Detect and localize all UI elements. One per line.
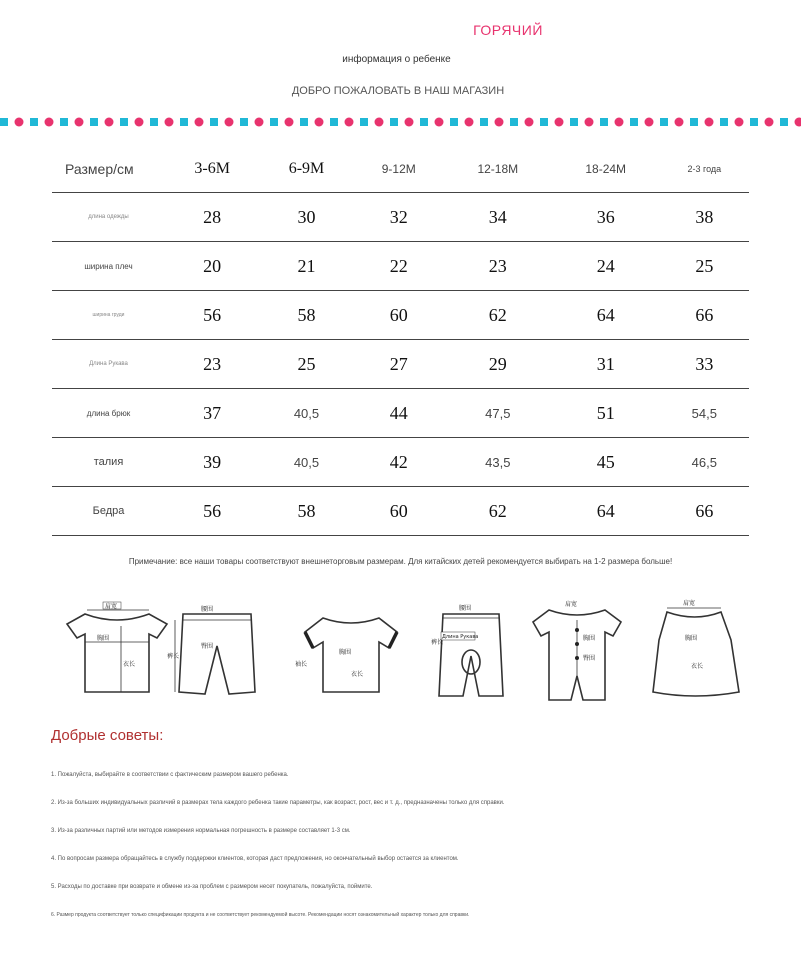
row-label: длина брюк bbox=[52, 389, 165, 438]
divider-dot bbox=[15, 118, 24, 127]
divider-square bbox=[450, 118, 458, 126]
table-cell: 29 bbox=[444, 340, 552, 389]
divider-square bbox=[750, 118, 758, 126]
length-label: 衣长 bbox=[351, 671, 364, 678]
divider-dot bbox=[615, 118, 624, 127]
table-cell: 23 bbox=[444, 242, 552, 291]
divider-dot bbox=[165, 118, 174, 127]
divider-square bbox=[30, 118, 38, 126]
divider-dot bbox=[675, 118, 684, 127]
table-cell: 46,5 bbox=[660, 438, 749, 487]
divider-square bbox=[630, 118, 638, 126]
divider-square bbox=[390, 118, 398, 126]
table-cell: 60 bbox=[354, 291, 444, 340]
row-label: Длина Рукава bbox=[52, 340, 165, 389]
table-row bbox=[52, 487, 749, 536]
table-cell: 56 bbox=[165, 291, 259, 340]
divider-dot bbox=[525, 118, 534, 127]
divider-dot bbox=[135, 118, 144, 127]
table-cell: 25 bbox=[259, 340, 353, 389]
size-note: Примечание: все наши товары соответствуют внешнеторговым размерам. Для китайских детей рекомендуется выбирать на 1-2 размера больше! bbox=[128, 557, 673, 566]
divider-square bbox=[570, 118, 578, 126]
table-cell: 64 bbox=[552, 487, 660, 536]
divider-square bbox=[270, 118, 278, 126]
divider-square bbox=[720, 118, 728, 126]
table-cell: 38 bbox=[660, 193, 749, 242]
shoulder-label: 肩宽 bbox=[105, 603, 118, 610]
divider-square bbox=[360, 118, 368, 126]
table-cell: 20 bbox=[165, 242, 259, 291]
table-cell: 43,5 bbox=[444, 438, 552, 487]
column-header: 9-12M bbox=[354, 145, 444, 193]
divider-square bbox=[600, 118, 608, 126]
table-cell: 32 bbox=[354, 193, 444, 242]
shoulder-label: 肩宽 bbox=[565, 601, 578, 608]
divider-square bbox=[330, 118, 338, 126]
table-cell: 23 bbox=[165, 340, 259, 389]
sleeve-label: 袖长 bbox=[295, 661, 308, 668]
table-cell: 24 bbox=[552, 242, 660, 291]
table-cell: 36 bbox=[552, 193, 660, 242]
divider-dot bbox=[405, 118, 414, 127]
raglan-tee-diagram bbox=[295, 618, 397, 692]
chest-label: 胸围 bbox=[685, 635, 698, 642]
table-cell: 30 bbox=[259, 193, 353, 242]
divider-dot bbox=[225, 118, 234, 127]
row-label: ширина плеч bbox=[52, 242, 165, 291]
waist-label: 腰围 bbox=[459, 605, 472, 612]
table-cell: 45 bbox=[552, 438, 660, 487]
table-cell: 54,5 bbox=[660, 389, 749, 438]
column-header: 3-6M bbox=[165, 145, 259, 193]
table-cell: 64 bbox=[552, 291, 660, 340]
sleeve-length-label: Длина Рукава bbox=[442, 634, 479, 640]
tip-item: 6. Размер продукта соответствует только спецификации продукта и не соответствует рекомендуемой высоте. Рекомендации носят ознакомительный характер только для справки. bbox=[51, 912, 470, 918]
divider-square bbox=[660, 118, 668, 126]
length-label: 衣长 bbox=[123, 661, 136, 668]
chest-label: 胸围 bbox=[97, 635, 110, 642]
table-cell: 60 bbox=[354, 487, 444, 536]
welcome-text: ДОБРО ПОЖАЛОВАТЬ В НАШ МАГАЗИН bbox=[291, 85, 505, 97]
table-cell: 37 bbox=[165, 389, 259, 438]
divider-dot bbox=[585, 118, 594, 127]
divider-dot bbox=[315, 118, 324, 127]
divider-dot bbox=[465, 118, 474, 127]
row-label: талия bbox=[52, 438, 165, 487]
divider-square bbox=[510, 118, 518, 126]
child-info-heading: информация о ребенке bbox=[342, 54, 451, 65]
size-header-label: Размер/см bbox=[52, 145, 165, 193]
table-cell: 34 bbox=[444, 193, 552, 242]
tip-item: 3. Из-за различных партий или методов измерения нормальная погрешность в размере составляет 1-3 см. bbox=[51, 828, 351, 834]
divider-square bbox=[0, 118, 8, 126]
divider-dot bbox=[735, 118, 744, 127]
table-cell: 62 bbox=[444, 487, 552, 536]
table-row bbox=[52, 242, 749, 291]
table-row bbox=[52, 340, 749, 389]
tips-title: Добрые советы: bbox=[51, 727, 164, 744]
divider-dot bbox=[75, 118, 84, 127]
divider-dot bbox=[345, 118, 354, 127]
tshirt-diagram bbox=[67, 602, 167, 692]
divider-dot bbox=[765, 118, 774, 127]
divider-square bbox=[60, 118, 68, 126]
column-header: 2-3 года bbox=[660, 145, 749, 193]
tip-item: 2. Из-за больших индивидуальных различий в размерах тела каждого ребенка такие параметры, как возраст, рост, вес и т. д., предназначены только для справки. bbox=[51, 800, 505, 806]
length-label: 衣长 bbox=[691, 663, 704, 670]
table-cell: 42 bbox=[354, 438, 444, 487]
table-cell: 58 bbox=[259, 291, 353, 340]
table-row bbox=[52, 438, 749, 487]
hip-label: 臀围 bbox=[583, 655, 596, 662]
divider-dot bbox=[375, 118, 384, 127]
column-header: 18-24M bbox=[552, 145, 660, 193]
divider-square bbox=[540, 118, 548, 126]
waist-label: 腰围 bbox=[201, 606, 214, 613]
divider-dot bbox=[105, 118, 114, 127]
table-row bbox=[52, 193, 749, 242]
tip-item: 5. Расходы по доставке при возврате и обмене из-за проблем с размером несет покупатель, пожалуйста, поймите. bbox=[51, 884, 373, 890]
row-label: Бедра bbox=[52, 487, 165, 536]
table-cell: 25 bbox=[660, 242, 749, 291]
table-cell: 58 bbox=[259, 487, 353, 536]
dotted-divider bbox=[0, 116, 801, 128]
divider-dot bbox=[495, 118, 504, 127]
divider-square bbox=[240, 118, 248, 126]
divider-square bbox=[90, 118, 98, 126]
shorts-diagram bbox=[167, 605, 255, 694]
divider-square bbox=[120, 118, 128, 126]
pants-length-label: 裤长 bbox=[431, 639, 444, 646]
divider-square bbox=[420, 118, 428, 126]
table-cell: 56 bbox=[165, 487, 259, 536]
dress-diagram bbox=[653, 599, 739, 696]
divider-dot bbox=[645, 118, 654, 127]
table-cell: 31 bbox=[552, 340, 660, 389]
divider-square bbox=[150, 118, 158, 126]
table-header-row bbox=[52, 145, 749, 193]
tip-item: 4. По вопросам размера обращайтесь в службу поддержки клиентов, которая даст предложения, но окончательный выбор остается за клиентом. bbox=[51, 856, 459, 862]
column-header: 12-18M bbox=[444, 145, 552, 193]
table-cell: 22 bbox=[354, 242, 444, 291]
romper-diagram bbox=[533, 600, 621, 700]
hip-label: 臀围 bbox=[201, 643, 214, 650]
divider-square bbox=[690, 118, 698, 126]
table-cell: 66 bbox=[660, 291, 749, 340]
table-cell: 66 bbox=[660, 487, 749, 536]
divider-dot bbox=[555, 118, 564, 127]
divider-square bbox=[180, 118, 188, 126]
divider-dot bbox=[255, 118, 264, 127]
divider-square bbox=[300, 118, 308, 126]
chest-label: 胸围 bbox=[583, 635, 596, 642]
divider-dot bbox=[435, 118, 444, 127]
row-label: ширина груди bbox=[52, 291, 165, 340]
tip-item: 1. Пожалуйста, выбирайте в соответствии с фактическим размером вашего ребенка. bbox=[51, 772, 289, 778]
table-cell: 51 bbox=[552, 389, 660, 438]
divider-dot bbox=[705, 118, 714, 127]
pants-length-label: 裤长 bbox=[167, 653, 180, 660]
table-cell: 33 bbox=[660, 340, 749, 389]
table-cell: 47,5 bbox=[444, 389, 552, 438]
column-header: 6-9M bbox=[259, 145, 353, 193]
size-table bbox=[52, 145, 749, 536]
chest-label: 胸围 bbox=[339, 649, 352, 656]
table-cell: 39 bbox=[165, 438, 259, 487]
table-row bbox=[52, 389, 749, 438]
table-cell: 44 bbox=[354, 389, 444, 438]
divider-square bbox=[480, 118, 488, 126]
pants-diagram bbox=[431, 604, 503, 696]
table-cell: 40,5 bbox=[259, 438, 353, 487]
row-label: длина одежды bbox=[52, 193, 165, 242]
shoulder-label: 肩宽 bbox=[683, 600, 696, 607]
table-cell: 27 bbox=[354, 340, 444, 389]
divider-dot bbox=[285, 118, 294, 127]
divider-dot bbox=[45, 118, 54, 127]
table-cell: 21 bbox=[259, 242, 353, 291]
table-cell: 62 bbox=[444, 291, 552, 340]
table-cell: 40,5 bbox=[259, 389, 353, 438]
divider-square bbox=[210, 118, 218, 126]
divider-square bbox=[780, 118, 788, 126]
garment-diagrams bbox=[55, 596, 745, 706]
table-cell: 28 bbox=[165, 193, 259, 242]
divider-dot bbox=[795, 118, 801, 127]
table-row bbox=[52, 291, 749, 340]
divider-dot bbox=[195, 118, 204, 127]
hot-title: ГОРЯЧИЙ bbox=[473, 22, 543, 38]
